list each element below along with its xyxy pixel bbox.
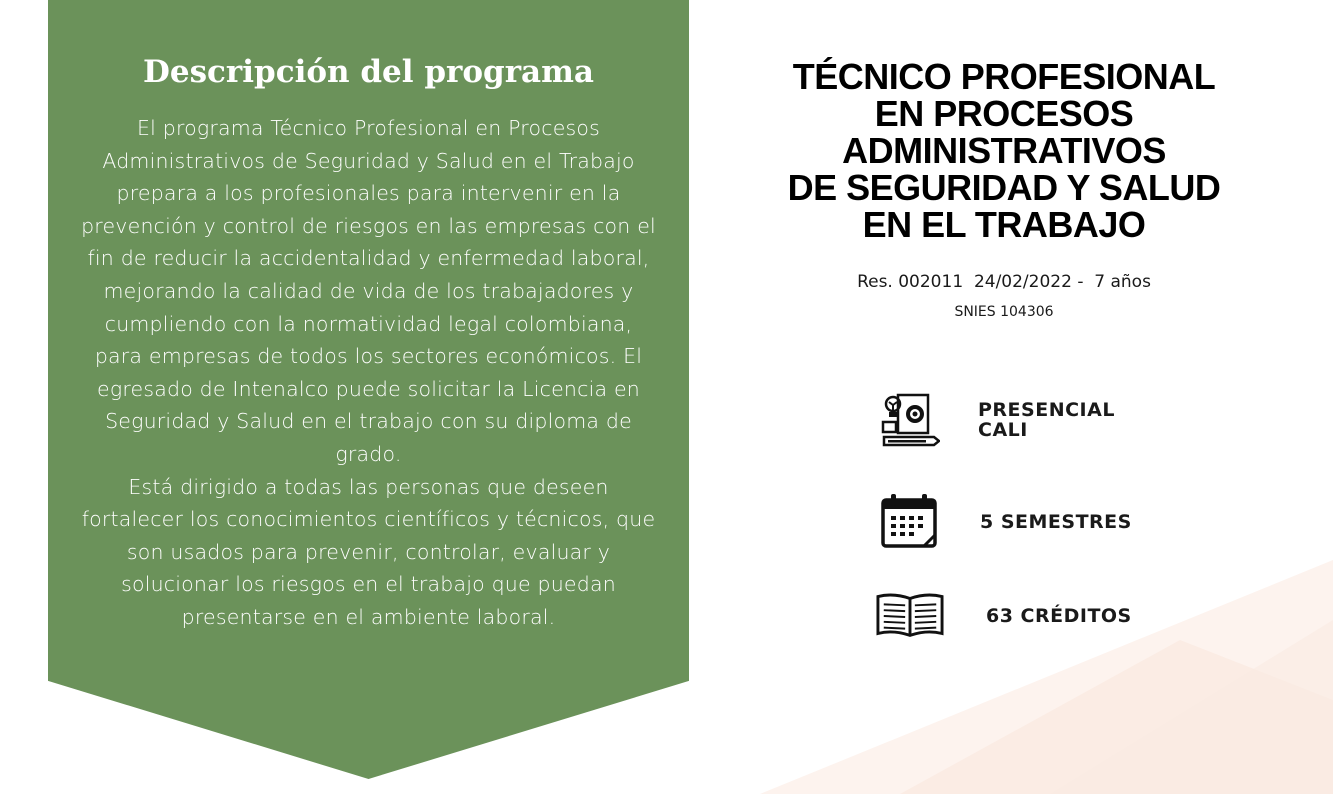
modality-line: PRESENCIAL: [978, 399, 1115, 421]
location-line: CALI: [978, 419, 1028, 441]
program-title: [760, 58, 1248, 243]
snies-code: SNIES 104306: [954, 304, 1054, 320]
resolution-text: Res. 002011 24/02/2022 - 7 años: [857, 272, 1151, 292]
open-book-icon: [876, 590, 944, 642]
feature-credits: [876, 590, 1132, 642]
program-title-line: EN PROCESOS: [874, 93, 1134, 134]
description-title: Descripción del programa: [142, 54, 594, 90]
program-title-line: DE SEGURIDAD Y SALUD: [787, 167, 1221, 208]
credits-label: 63 CRÉDITOS: [986, 605, 1132, 627]
modality-label: [978, 400, 1115, 440]
description-paragraph: Está dirigido a todas las personas que deseen fortalecer los conocimientos científicos y técnicos, que son usados para prevenir, controlar, evaluar y solucionar los riesgos en el trabajo que puedan presentarse en el ambiente laboral.: [81, 474, 656, 629]
program-title-line: ADMINISTRATIVOS: [842, 130, 1166, 171]
description-body: [80, 112, 657, 634]
program-title-line: TÉCNICO PROFESIONAL: [792, 56, 1216, 97]
presentation-gear-icon: [878, 392, 940, 448]
program-title-line: EN EL TRABAJO: [862, 204, 1146, 245]
feature-duration: [880, 494, 1132, 550]
duration-label: 5 SEMESTRES: [980, 511, 1132, 533]
description-paragraph: El programa Técnico Profesional en Procesos Administrativos de Seguridad y Salud en el Trabajo prepara a los profesionales para intervenir en la prevención y control de riesgos en las empresas con el fin de reducir la accidentalidad y enfermedad laboral, mejorando la calidad de vida de los trabajadores y cumpliendo con la normatividad legal colombiana, para empresas de todos los sectores económicos. El egresado de Intenalco puede solicitar la Licencia en Seguridad y Salud en el trabajo con su diploma de grado.: [81, 116, 656, 466]
feature-modality: [878, 392, 1115, 448]
calendar-icon: [880, 494, 940, 550]
